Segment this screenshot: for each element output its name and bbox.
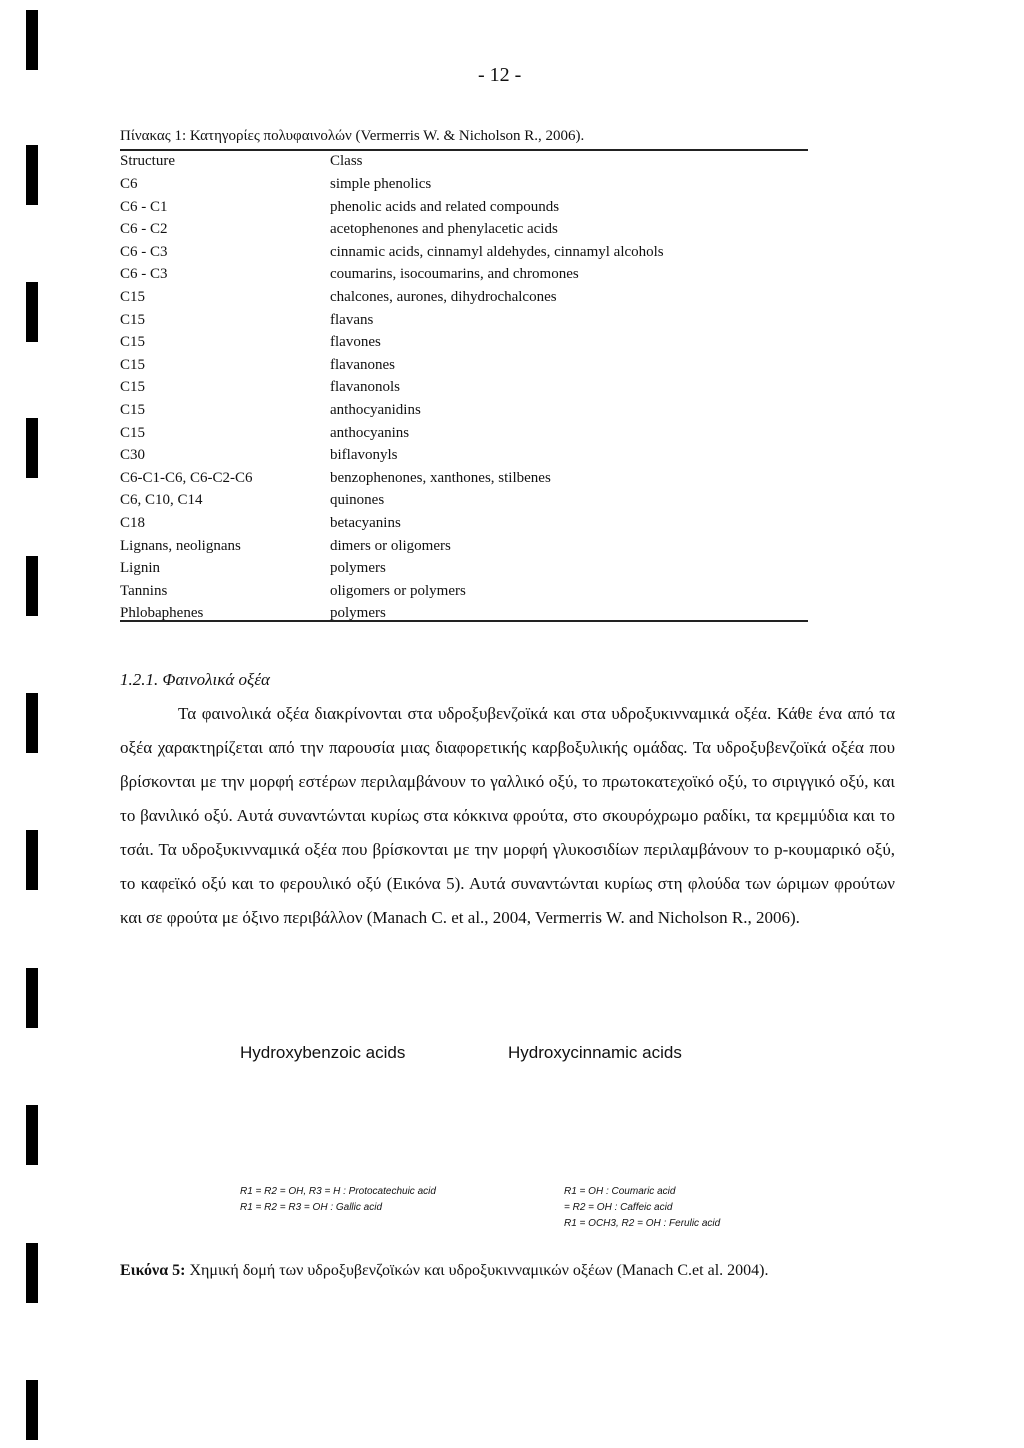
- scan-mark: [26, 10, 38, 70]
- table-cell-structure: C15: [120, 357, 146, 373]
- table-cell-structure: C15: [120, 312, 146, 328]
- scan-mark: [26, 1105, 38, 1165]
- scan-mark: [26, 282, 38, 342]
- section-heading: 1.2.1. Φαινολικά οξέα: [120, 670, 270, 689]
- figure-note-right-2: = R2 = OH : Caffeic acid: [564, 1202, 673, 1213]
- table-cell-structure: C15: [120, 289, 146, 305]
- scan-mark: [26, 968, 38, 1028]
- body-paragraph: Τα φαινολικά οξέα διακρίνονται στα υδροξυβενζοϊκά και στα υδροξυκινναμικά οξέα. Κάθε ένα από τα οξέα χαρακτηρίζεται από την παρουσία μιας διαφορετικής καρβοξυλικής ομάδας. Τα υδροξυβενζοϊκά οξέα που βρίσκονται με την μορφή εστέρων περιλαμβάνουν το γαλλικό οξύ, το πρωτοκατεχοϊκό οξύ, το σιριγγικό οξύ, και το βανιλικό οξύ. Αυτά συναντώνται κυρίως στα κόκκινα φρούτα, στο σκουρόχρωμο ραδίκι, τα κρεμμύδια και το τσάι. Τα υδροξυκινναμικά οξέα που βρίσκονται με την μορφή γλυκοσιδίων περιλαμβάνουν το p-κουμαρικό οξύ, το καφεϊκό οξύ και το φερουλικό οξύ (Εικόνα 5). Αυτά συναντώνται κυρίως στη φλούδα των ώριμων φρούτων και σε φρούτα με όξινο περιβάλλον (Manach C. et al., 2004, Vermerris W. and Nicholson R., 2006).: [120, 704, 895, 927]
- table-cell-class: simple phenolics: [330, 176, 432, 192]
- table-cell-structure: C15: [120, 425, 146, 441]
- table-cell-class: polymers: [330, 560, 386, 576]
- table-cell-class: betacyanins: [330, 515, 401, 531]
- table-cell-structure: C18: [120, 515, 146, 531]
- table-cell-class: benzophenones, xanthones, stilbenes: [330, 470, 551, 486]
- figure-note-right-3: R1 = OCH3, R2 = OH : Ferulic acid: [564, 1218, 721, 1229]
- figure-note-left-2: R1 = R2 = R3 = OH : Gallic acid: [240, 1202, 383, 1213]
- table-cell-class: quinones: [330, 492, 385, 508]
- table-cell-structure: C6-C1-C6, C6-C2-C6: [120, 470, 253, 486]
- figure-left-title: Hydroxybenzoic acids: [240, 1043, 406, 1062]
- table-cell-structure: C6 - C1: [120, 199, 168, 215]
- table-cell-class: oligomers or polymers: [330, 583, 466, 599]
- figure-right-title: Hydroxycinnamic acids: [508, 1043, 682, 1062]
- table-cell-class: polymers: [330, 605, 386, 621]
- table-cell-structure: Phlobaphenes: [120, 605, 204, 621]
- table-caption: Πίνακας 1: Κατηγορίες πολυφαινολών (Vermerris W. & Nicholson R., 2006).: [120, 128, 585, 144]
- table-cell-class: phenolic acids and related compounds: [330, 199, 560, 215]
- table-cell-class: chalcones, aurones, dihydrochalcones: [330, 289, 557, 305]
- table-cell-class: anthocyanidins: [330, 402, 421, 418]
- table-cell-class: flavans: [330, 312, 374, 328]
- figure-caption-label: Εικόνα 5:: [120, 1262, 186, 1279]
- table-cell-class: flavones: [330, 334, 381, 350]
- table-cell-structure: C6 - C3: [120, 266, 168, 282]
- table-cell-class: biflavonyls: [330, 447, 398, 463]
- scan-margin: [0, 0, 60, 1448]
- scan-mark: [26, 1380, 38, 1440]
- table-cell-structure: Lignin: [120, 560, 160, 576]
- page-number: - 12 -: [478, 64, 522, 86]
- scan-mark: [26, 830, 38, 890]
- table-cell-structure: C6 - C2: [120, 221, 168, 237]
- scan-mark: [26, 556, 38, 616]
- table-top-rule: [120, 149, 808, 151]
- table-cell-structure: C15: [120, 402, 146, 418]
- scan-mark: [26, 145, 38, 205]
- table-cell-class: cinnamic acids, cinnamyl aldehydes, cinnamyl alcohols: [330, 244, 664, 260]
- table-cell-class: coumarins, isocoumarins, and chromones: [330, 266, 579, 282]
- scan-mark: [26, 693, 38, 753]
- table-header-structure: Structure: [120, 153, 175, 169]
- table-cell-structure: C6: [120, 176, 138, 192]
- table-cell-structure: C6 - C3: [120, 244, 168, 260]
- table-cell-structure: C15: [120, 334, 146, 350]
- table-cell-class: flavanonols: [330, 379, 400, 395]
- table-cell-class: flavanones: [330, 357, 395, 373]
- figure-5: [120, 1035, 900, 1255]
- figure-caption-text: Χημική δομή των υδροξυβενζοϊκών και υδροξυκινναμικών οξέων (Manach C.et al. 2004).: [185, 1262, 769, 1279]
- table-cell-class: anthocyanins: [330, 425, 410, 441]
- table-cell-structure: C6, C10, C14: [120, 492, 203, 508]
- scan-mark: [26, 1243, 38, 1303]
- figure-caption: [120, 1262, 768, 1280]
- table-cell-class: acetophenones and phenylacetic acids: [330, 221, 558, 237]
- table-cell-class: dimers or oligomers: [330, 538, 451, 554]
- table-cell-structure: C15: [120, 379, 146, 395]
- scan-mark: [26, 418, 38, 478]
- table-cell-structure: Lignans, neolignans: [120, 538, 241, 554]
- figure-note-right-1: R1 = OH : Coumaric acid: [564, 1186, 676, 1197]
- figure-note-left-1: R1 = R2 = OH, R3 = H : Protocatechuic acid: [240, 1186, 436, 1197]
- table-cell-structure: C30: [120, 447, 146, 463]
- table-bottom-rule: [120, 620, 808, 622]
- table-header-class: Class: [330, 153, 363, 169]
- table-cell-structure: Tannins: [120, 583, 168, 599]
